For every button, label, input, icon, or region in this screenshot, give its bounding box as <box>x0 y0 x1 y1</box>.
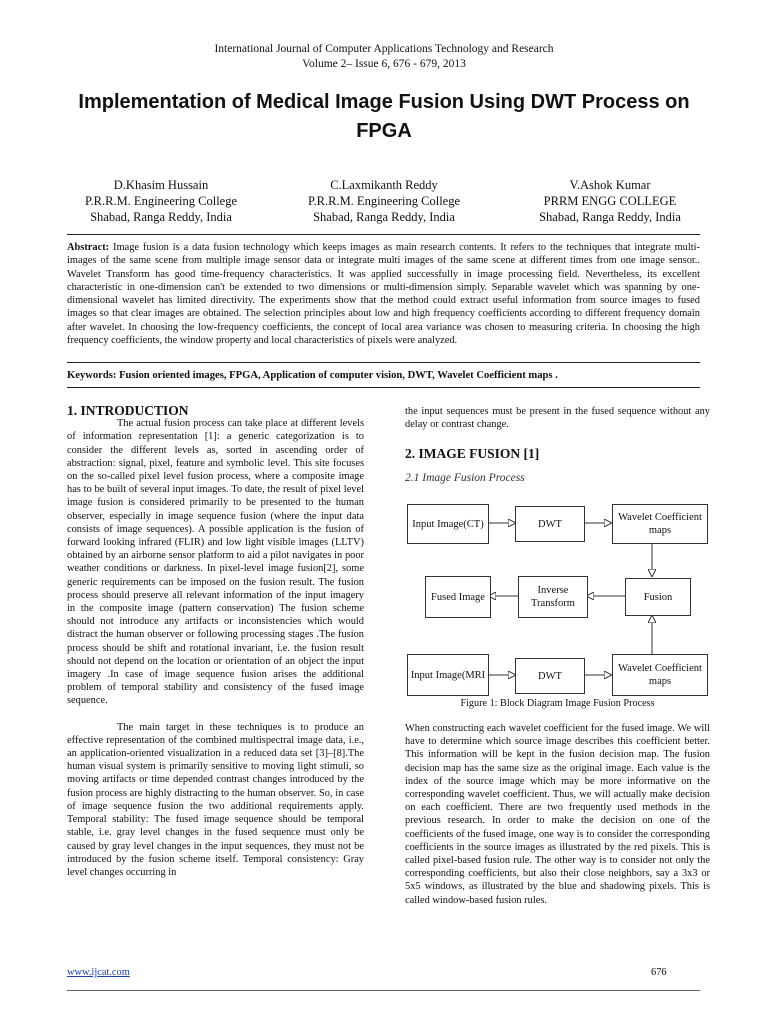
author-college: P.R.R.M. Engineering College <box>307 194 461 208</box>
author-college: PRRM ENGG COLLEGE <box>543 194 677 208</box>
footer-website-link[interactable]: www.ijcat.com <box>67 967 130 978</box>
journal-header <box>0 42 768 72</box>
author-place: Shabad, Ranga Reddy, India <box>539 210 681 224</box>
author-college: P.R.R.M. Engineering College <box>84 194 238 208</box>
image-fusion-heading: 2. IMAGE FUSION [1] <box>405 446 540 461</box>
intro-paragraph-3: the input sequences must be present in the fused sequence without any delay or contrast change. <box>405 406 710 431</box>
intro-heading: 1. INTRODUCTION <box>67 403 189 418</box>
author-block-3 <box>495 177 725 225</box>
box-fused-image: Fused Image <box>425 576 491 618</box>
intro-paragraph-1: The actual fusion process can take place at different levels of information representation [1]: a generic categorization is to consider the different levels as, sorted in ascending order of abstraction: signal, pixel, feature and symbolic level. This site focuses on the so-called pixel level fusion process, where a composite image has to be built of several input images. To date, the result of pixel level image fusion is considered primarily to be presented to the human observer, especially in image sequence fusion (where the input data consists of image sequences). A possible application is the fusion of forward looking infrared (FLIR) and low light visible images (LLTV) obtained by an airborne sensor platform to aid a pilot navigates in poor weather conditions or darkness. In pixel-level image fusion[2], some generic requirements can be imposed on the fusion result. The fusion process should preserve all relevant information of the input imagery in the composite image (pattern conservation) The fusion scheme should not introduce any artifacts or inconsistencies which would distract the human observer or following processing stages .The fusion process should be shift and rotational invariant, i.e. the fusion result should not depend on the location or orientation of an object the input imagery .In case of image sequence fusion arises the additional problem of temporal stability and consistency of the fused image sequence. <box>67 418 364 707</box>
keywords: Keywords: Fusion oriented images, FPGA, Application of computer vision, DWT, Wavelet Coefficient maps . <box>67 370 558 381</box>
image-fusion-subheading: 2.1 Image Fusion Process <box>405 472 525 484</box>
author-place: Shabad, Ranga Reddy, India <box>90 210 232 224</box>
journal-name: International Journal of Computer Applications Technology and Research <box>214 43 554 55</box>
abstract-top-rule <box>67 234 700 235</box>
author-name: C.Laxmikanth Reddy <box>330 178 438 192</box>
author-place: Shabad, Ranga Reddy, India <box>313 210 455 224</box>
box-dwt-bottom: DWT <box>515 658 585 694</box>
box-fusion: Fusion <box>625 578 691 616</box>
keywords-rule <box>67 387 700 388</box>
intro-paragraph-2: The main target in these techniques is to produce an effective representation of the combined multispectral image data, i.e., an application-oriented visualization in a reduced data set [3]–[8].The human visual system is primarily sensitive to moving light stimuli, so moving artifacts or time depended contrast changes introduced by the fusion process are highly distracting to the human observer. So, in case of image sequence fusion the two additional requirements apply. Temporal stability: The fused image sequence should be temporal stable, i.e. gray level changes in the fused sequence must only be caused by gray level changes in the input sequences, they must not be introduced by the fusion scheme itself. Temporal consistency: Gray level changes occurring in <box>67 721 364 878</box>
author-block-2 <box>269 177 499 225</box>
abstract-label: Abstract: <box>67 242 110 253</box>
box-input-mri: Input Image(MRI <box>407 654 489 696</box>
abstract-bottom-rule <box>67 362 700 363</box>
left-column <box>67 404 364 879</box>
abstract <box>67 241 700 347</box>
box-inverse-transform: Inverse Transform <box>518 576 588 618</box>
journal-volume: Volume 2– Issue 6, 676 - 679, 2013 <box>302 58 466 70</box>
box-wavelet-coefficient-maps-bottom: Wavelet Coefficient maps <box>612 654 708 696</box>
author-name: D.Khasim Hussain <box>113 178 209 192</box>
box-input-ct: Input Image(CT) <box>407 504 489 544</box>
author-name: V.Ashok Kumar <box>569 178 651 192</box>
author-block-1 <box>46 177 276 225</box>
footer-rule <box>67 990 700 991</box>
box-dwt-top: DWT <box>515 506 585 542</box>
page-number: 676 <box>651 967 667 978</box>
block-diagram <box>405 498 710 696</box>
figure-caption: Figure 1: Block Diagram Image Fusion Process <box>460 698 655 709</box>
abstract-text: Image fusion is a data fusion technology which keeps images as main research contents. It refers to the techniques that integrate multi-images of the same scene from multiple image sensor data or integrate multi images of the same scene at different times from one image sensor.. Wavelet Transform has good time-frequency characteristics. It was applied successfully in image processing field. Nevertheless, its excellent characteristic in one-dimension can't be extended to two dimensions or multi-dimension simply. Separable wavelet which was spanning by one-dimensional wavelet has limited directivity. The experiments show that the method could extract useful information from source images to fused images so that clear images are obtained. The selection principles about low and high frequency coefficients according to different frequency domain after wavelet. In choosing the low-frequency coefficients, the concept of local area variance was chosen to measuring criteria. In choosing the high frequency coefficients, the window property and local characteristics of pixels were analyzed. <box>67 242 700 347</box>
box-wavelet-coefficient-maps-top: Wavelet Coefficient maps <box>612 504 708 544</box>
fusion-paragraph: When constructing each wavelet coefficient for the fused image. We will have to determine which source image describes this coefficient better. This information will be kept in the fusion decision map. The fusion decision map has the same size as the original image. Each value is the index of the source image which may be more informative on the corresponding wavelet coefficient. Thus, we will actually make decision on each coefficient. There are two frequently used methods in the previous research. In order to make the decision on one of the coefficients of the fused image, one way is to consider the corresponding coefficients in the source images as illustrated by the red pixels. This is called pixel-based fusion rule. The other way is to consider not only the corresponding coefficients, but also their close neighbors, say a 3x3 or 5x5 windows, as illustrated by the blue and shadowing pixels. This is called window-based fusion rules. <box>405 723 710 906</box>
paper-title: Implementation of Medical Image Fusion Using DWT Process on FPGA <box>78 91 690 142</box>
